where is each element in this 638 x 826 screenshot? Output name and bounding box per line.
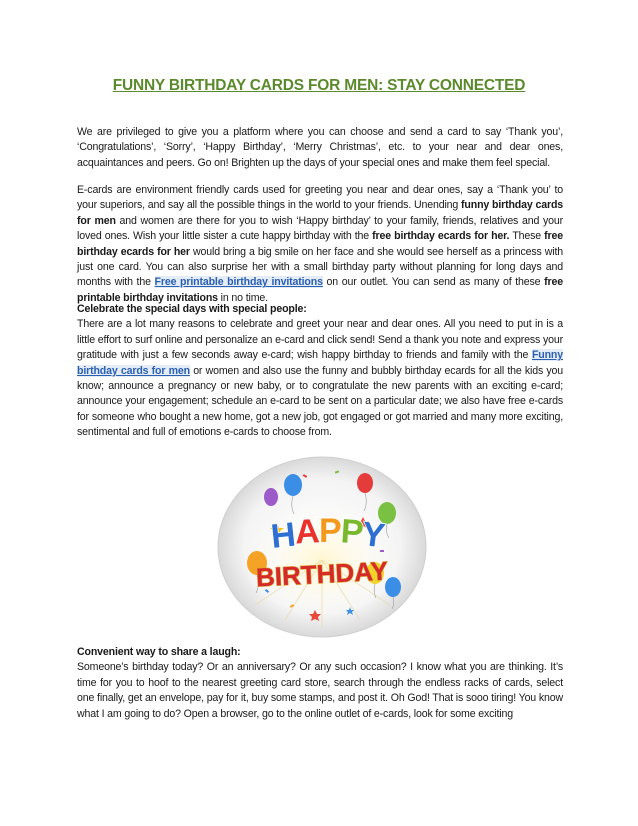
birthday-text: BIRTHDAY xyxy=(255,555,389,593)
free-printable-invitations-link[interactable]: Free printable birthday invitations xyxy=(154,276,323,289)
balloon-purple-icon xyxy=(264,488,278,506)
ecards-text-5: on our outlet. You can send as many of these xyxy=(322,276,545,289)
celebrate-text-2: or women and also use the funny and bubbly birthday ecards for all the kids you know; announce a pregnancy or new baby, or to congratulate the new parents with an exciting e-card; announce your engagement; schedule an e-card to be sent on a particular date; we also have free e-cards for someone who bought a new home, got a new job, got engaged or got married and many more exciting, sentimental and full of emotions e-cards to choose from. xyxy=(77,364,563,439)
ecards-text-1: E-cards are environment friendly cards used for greeting you near and dear ones, say a ‘Thank you’ to your superiors, and say all the possible things in the world to your friends. Unending xyxy=(77,184,563,212)
happy-letter-a: A xyxy=(294,512,321,552)
happy-letter-h: H xyxy=(269,515,298,556)
ecards-text-4: would bring a big smile on her face and she would see herself as a princess with just one card. You can also surprise her with a small birthday party without planning for long days and months with the xyxy=(77,245,563,289)
intro-paragraph: We are privileged to give you a platform where you can choose and send a card to say ‘Thank you’, ‘Congratulations’, ‘Sorry’, ‘Happy Birthday’, ‘Merry Christmas’, etc. to your near and dear ones, acquaintances and peers. Go on! Brighten up the days of your special ones and make them feel special. xyxy=(77,126,563,169)
celebrate-text-1: There are a lot many reasons to celebrate and greet your near and dear ones. All you need to put in is a little effort to surf online and personalize an e-card and click send! Send a thank you note and express your gratitude with just a few seconds away e-card; wish happy birthday to friends and family with the xyxy=(77,318,563,362)
balloon-blue-icon xyxy=(284,474,302,496)
ecards-paragraph xyxy=(77,183,563,306)
ecards-text-3: These xyxy=(509,230,545,243)
celebrate-section xyxy=(77,302,563,441)
balloon-red-icon xyxy=(357,473,373,493)
bold-free-printable-invitations: free printable birthday invitations xyxy=(77,276,563,304)
bold-funny-cards-men: funny birthday cards for men xyxy=(77,199,564,227)
happy-letter-p2: P xyxy=(339,512,365,552)
celebrate-heading: Celebrate the special days with special people: xyxy=(77,303,307,315)
bold-free-ecards-her-2: free birthday ecards for her xyxy=(77,230,564,258)
ecards-text-2: and women are there for you to wish ‘Happy birthday’ to your family, friends, relatives and your loved ones. Wish your little sister a cute happy birthday with the xyxy=(77,214,563,243)
funny-birthday-cards-men-link[interactable]: Funny birthday cards for men xyxy=(77,349,563,377)
ecards-text-6: in no time. xyxy=(217,291,268,304)
celebrate-paragraph xyxy=(77,317,563,440)
convenient-heading: Convenient way to share a laugh: xyxy=(77,646,241,658)
convenient-paragraph: Someone’s birthday today? Or an anniversary? Or any such occasion? I know what you are thinking. It’s time for you to hoof to the nearest greeting card store, search through the endless racks of cards, select one finally, get an envelope, pay for it, buy some stamps, and post it. Oh God! That is sooo tiring! You know what I am going to do? Open a browser, go to the online outlet of e-cards, look for some exciting xyxy=(77,661,563,720)
happy-birthday-graphic xyxy=(215,455,429,639)
bold-free-ecards-her-1: free birthday ecards for her. xyxy=(372,230,510,243)
page-title: FUNNY BIRTHDAY CARDS FOR MEN: STAY CONNECTED xyxy=(112,77,526,94)
happy-letter-p1: P xyxy=(319,512,342,550)
happy-letter-y: Y xyxy=(359,514,387,556)
convenient-section xyxy=(77,645,563,722)
happy-birthday-image xyxy=(215,455,429,639)
